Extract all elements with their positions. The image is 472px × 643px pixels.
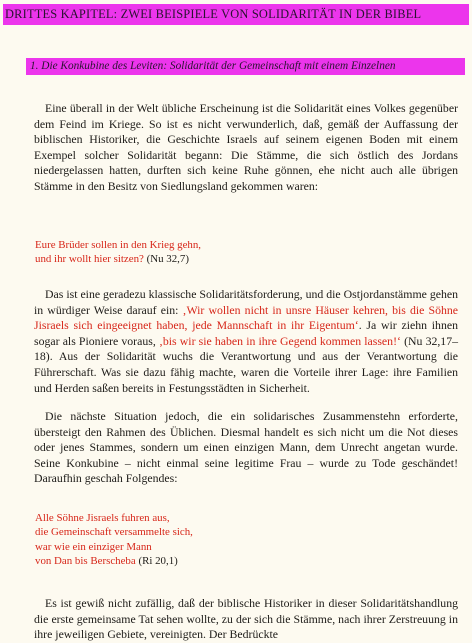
paragraph-4: Es ist gewiß nicht zufällig, daß der biblische Historiker in dieser Solidaritätshandlung die erste gemeinsame Tat sehen wollte, zu der sich die Stämme, nach ihrer Zerstreuung in ihre jeweiligen Gebiete, vereinigten. Der Bedrückte xyxy=(34,596,458,642)
quote-1-line-2: und ihr wollt hier sitzen? xyxy=(35,253,144,266)
quote-2-reference: (Ri 20,1) xyxy=(135,555,178,568)
quote-1-reference: (Nu 32,7) xyxy=(143,253,189,266)
section-title: 1. Die Konkubine des Leviten: Solidarität der Gemeinschaft mit einem Einzelnen xyxy=(26,58,465,75)
chapter-title: DRITTES KAPITEL: ZWEI BEISPIELE VON SOLIDARITÄT IN DER BIBEL xyxy=(3,4,469,25)
paragraph-2-quote-1: ‚Wir wollen nicht in unsre Häuser kehren, bis die Söhne Jisraels sich eingeeignet haben, jede Mannschaft in ihr Eigentum‘ xyxy=(34,302,459,333)
quote-1-line-2-wrap xyxy=(35,252,435,266)
paragraph-2 xyxy=(34,287,458,396)
quote-1-line-1: Eure Brüder sollen in den Krieg gehn, xyxy=(35,239,202,251)
quote-2-line-1: Alle Söhne Jisraels fuhren aus, xyxy=(35,512,170,524)
quote-2-line-3: war wie ein einziger Mann xyxy=(35,540,152,553)
paragraph-2-text-3: (Nu 32,17–18). Aus der Solidarität wuchs die Verantwortung und aus der Verantwortung die Führerschaft. Was sie dazu fähig machte, waren die Vorteile ihrer Lage: ihre Familien und Herden saßen bereits in Festungsstädten in Sicherheit. xyxy=(34,333,459,395)
paragraph-2-text-1: Das ist eine geradezu klassische Solidaritätsforderung, und die Ostjordanstämme gehen in würdiger Weise darauf ein: xyxy=(34,287,458,317)
quote-2 xyxy=(35,511,435,569)
paragraph-1: Eine überall in der Welt übliche Erscheinung ist die Solidarität eines Volkes gegenüber dem Feind im Kriege. So ist es nicht verwunderlich, daß, gemäß der Auffassung der biblischen Historiker, die Geschichte Israels auf seinem eigenen Boden mit einem Exempel solcher Solidarität begann: Die Stämme, die sich östlich des Jordans niedergelassen hatten, durften sich keine Ruhe gönnen, ehe nicht auch alle übrigen Stämme in den Besitz von Siedlungsland gekommen waren: xyxy=(34,101,458,193)
quote-2-line-4-wrap xyxy=(35,554,435,568)
paragraph-2-quote-2: ‚bis wir sie haben in ihre Gegend kommen lassen!‘ xyxy=(158,333,401,348)
paragraph-2-text-2: . Ja wir ziehn ihnen sogar als Pioniere voraus, xyxy=(34,318,458,348)
quote-2-line-2: die Gemeinschaft versammelte sich, xyxy=(35,526,193,539)
paragraph-3: Die nächste Situation jedoch, die ein solidarisches Zusammenstehn erforderte, übersteigt den Rahmen des Üblichen. Diesmal handelt es sich nicht um die Not dieses oder jenes Stammes, sondern um einen einzigen Mann, dem Unrecht angetan wurde. Seine Konkubine – nicht einmal seine legitime Frau – wurde zu Tode geschändet! Daraufhin geschah Folgendes: xyxy=(34,409,458,486)
quote-2-line-4: von Dan bis Berscheba xyxy=(35,555,136,568)
quote-1 xyxy=(35,238,435,267)
